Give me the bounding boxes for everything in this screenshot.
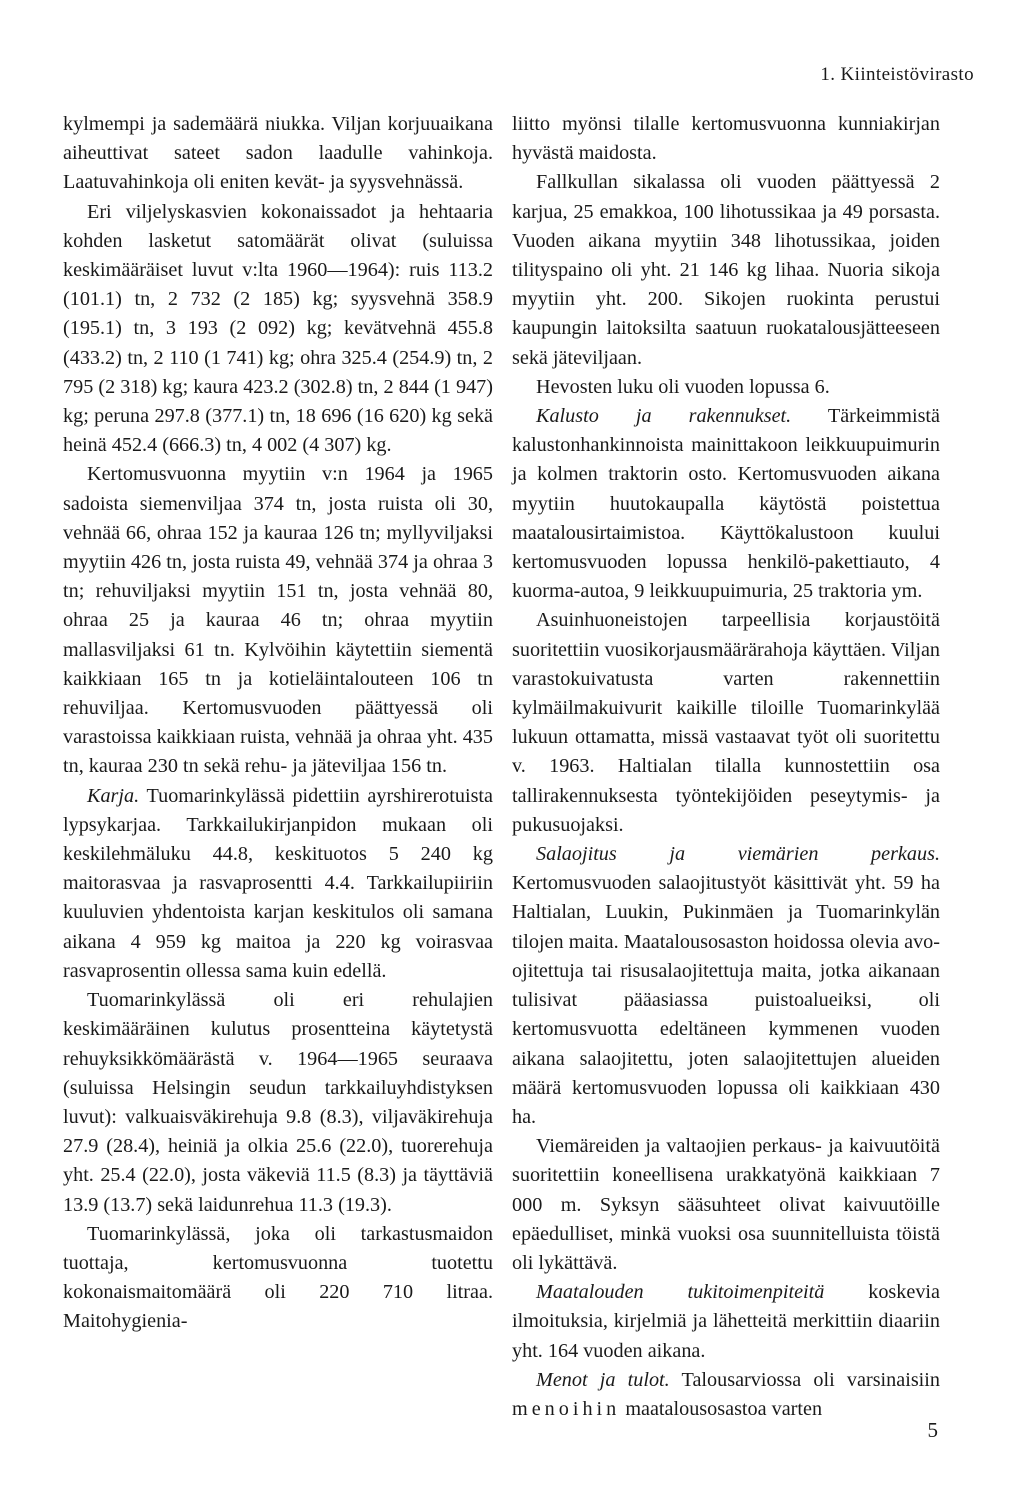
paragraph-piggery: Fallkullan sikalassa oli vuoden päättyessä 2 karjua, 25 emakkoa, 100 lihotussikaa ja 49 porsasta. Vuoden aikana myytiin 348 lihotussikaa, joiden tilityspaino oli yht. 21 146 kg lihaa. Nuoria sikoja myytiin yht. 200. Sikojen ruokinta perustui kaupungin laitoksilta saatuun ruokatalousjätteeseen sekä jäteviljaan. xyxy=(512,171,940,369)
paragraph-ditches: Viemäreiden ja valtaojien perkaus- ja kaivuutöitä suoritettiin koneellisena urakkatyönä kaikkiaan 7 000 m. Syksyn sääsuhteet olivat kaivuutöille epäedulliset, minkä vuoksi osa suunnitelluista töistä oli lykättävä. xyxy=(512,1135,940,1274)
paragraph-crop-yields: Eri viljelyskasvien kokonaissadot ja hehtaaria kohden lasketut satomäärät olivat (suluissa keskimääräiset luvut v:lta 1960—1964): ruis 113.2 (101.1) tn, 2 732 (2 185) kg; syysvehnä 358.9 (195.1) tn, 3 193 (2 092) kg; kevätvehnä 455.8 (433.2) tn, 2 110 (1 741) kg; ohra 325.4 (254.9) tn, 2 795 (2 318) kg; kaura 423.2 (302.8) tn, 2 844 (1 947) kg; peruna 297.8 (377.1) tn, 18 696 (16 620) kg sekä heinä 452.4 (666.3) tn, 4 002 (4 307) kg. xyxy=(63,200,493,457)
paragraph-repairs: Asuinhuoneistojen tarpeellisia korjaustöitä suoritettiin vuosikorjausmäärärahoja käyttäen. Viljan varastokuivatusta varten rakennettiin kylmäilmakuivurit kaikille tiloille Tuomarinkylää lukuun ottamatta, missä vastaavat työt oli suoritettu v. 1963. Haltialan tilalla kunnostettiin osa tallirakennuksesta työntekijöiden peseytymis- ja pukusuojaksi. xyxy=(512,609,940,836)
paragraph-feed-consumption: Tuomarinkylässä oli eri rehulajien keskimääräinen kulutus prosentteina käytetystä rehuyksikkömäärästä v. 1964—1965 seuraava (suluissa Helsingin seudun tarkkailuyhdistyksen luvut): valkuaisväkirehuja 9.8 (8.3), viljaväkirehuja 27.9 (28.4), heiniä ja olkia 25.6 (22.0), tuorerehuja yht. 25.4 (22.0), josta väkeviä 11.5 (8.3) ja täyttäviä 13.9 (13.7) sekä laidunrehua 11.3 (19.3). xyxy=(63,989,493,1216)
paragraph-grain-sales: Kertomusvuonna myytiin v:n 1964 ja 1965 sadoista siemenviljaa 374 tn, josta ruista oli 30, vehnää 66, ohraa 152 ja kauraa 126 tn; myllyviljaksi myytiin 426 tn, josta ruista 49, vehnää 374 ja ohraa 3 tn; rehuviljaksi myytiin 151 tn, josta vehnää 80, ohraa 25 ja kauraa 46 tn; ohraa myytiin mallasviljaksi 61 tn. Kylvöihin käytettiin siementä kaikkiaan 165 tn ja kotieläintalouteen 106 tn rehuviljaa. Kertomusvuoden päättyessä oli varastoissa kaikkiaan ruista, vehnää ja ohraa yht. 435 tn, kauraa 230 tn sekä rehu- ja jäteviljaa 156 tn. xyxy=(63,463,493,778)
paragraph-expenses xyxy=(512,1366,940,1424)
section-heading-salaojitus: Salaojitus ja viemärien perkaus. xyxy=(536,843,940,866)
paragraph-equipment-text: Tärkeimmistä kalustonhankinnoista mainittakoon leikkuupuimurin ja kolmen traktorin osto. Kertomusvuoden aikana myytiin huutokaupalla käytöstä poistettua maatalousirtaimistoa. Käyttökalustoon kuului kertomusvuoden lopussa henkilö-pakettiauto, 4 kuorma-autoa, 9 leikkuupuimuria, 25 traktoria ym. xyxy=(512,405,940,603)
paragraph-harvest-conditions: kylmempi ja sademäärä niukka. Viljan korjuuaikana aiheuttivat sateet sadon laadulle vahinkoja. Laatuvahinkoja oli eniten kevät- ja syysvehnässä. xyxy=(63,113,493,194)
left-column xyxy=(63,110,493,1337)
page-number: 5 xyxy=(927,1418,938,1442)
right-column xyxy=(512,110,940,1424)
paragraph-expenses-text-a: Talousarviossa oli varsinaisiin xyxy=(669,1368,940,1391)
paragraph-milk-production: Tuomarinkylässä, joka oli tarkastusmaidon tuottaja, kertomusvuonna tuotettu kokonaismaitomäärä oli 220 710 litraa. Maitohygienia- xyxy=(63,1222,493,1333)
running-head: 1. Kiinteistövirasto xyxy=(820,64,974,85)
paragraph-horses: Hevosten luku oli vuoden lopussa 6. xyxy=(536,375,830,398)
section-heading-tukitoimenpiteita: Maatalouden tukitoimenpiteitä xyxy=(536,1281,825,1304)
paragraph-drainage-text: Kertomusvuoden salaojitustyöt käsittivät yht. 59 ha Haltialan, Luukin, Pukinmäen ja Tuomarinkylän tilojen maita. Maatalousosaston hoidossa olevia avo-ojitettuja tai risusalaojitettuja maita, jotka aikanaan tulisivat pääasiassa puistoalueiksi, oli kertomusvuotta edeltäneen kymmenen vuoden aikana salaojitettu, joten salaojitettujen alueiden määrä kertomusvuoden lopussa oli kaikkiaan 430 ha. xyxy=(512,872,940,1128)
paragraph-expenses-text-b: maatalousosastoa varten xyxy=(620,1397,823,1420)
paragraph-livestock xyxy=(63,782,493,986)
paragraph-honor-diploma: liitto myönsi tilalle kertomusvuonna kunniakirjan hyvästä maidosta. xyxy=(512,113,940,165)
paragraph-livestock-text: Tuomarinkylässä pidettiin ayrshirerotuista lypsykarjaa. Tarkkailukirjanpidon mukaan oli keskilehmäluku 44.8, keskituotos 5 240 kg maitorasvaa ja rasvaprosentti 4.4. Tarkkailupiiriin kuuluvien yhdentoista karjan keskitulos oli samana aikana 4 959 kg maitoa ja 220 kg voirasvaa rasvaprosentin ollessa sama kuin edellä. xyxy=(63,784,493,982)
paragraph-equipment xyxy=(512,402,940,606)
section-heading-kalusto: Kalusto ja rakennukset. xyxy=(536,405,792,428)
section-heading-menot: Menot ja tulot. xyxy=(536,1368,670,1391)
paragraph-expenses-spaced-word: menoihin xyxy=(512,1397,621,1420)
paragraph-support-measures xyxy=(512,1278,940,1366)
section-heading-karja: Karja. xyxy=(87,784,140,807)
paragraph-support-text: koskevia ilmoituksia, kirjelmiä ja lähetteitä merkittiin diaariin yht. 164 vuoden aikana. xyxy=(512,1281,940,1362)
paragraph-drainage xyxy=(512,840,940,1132)
